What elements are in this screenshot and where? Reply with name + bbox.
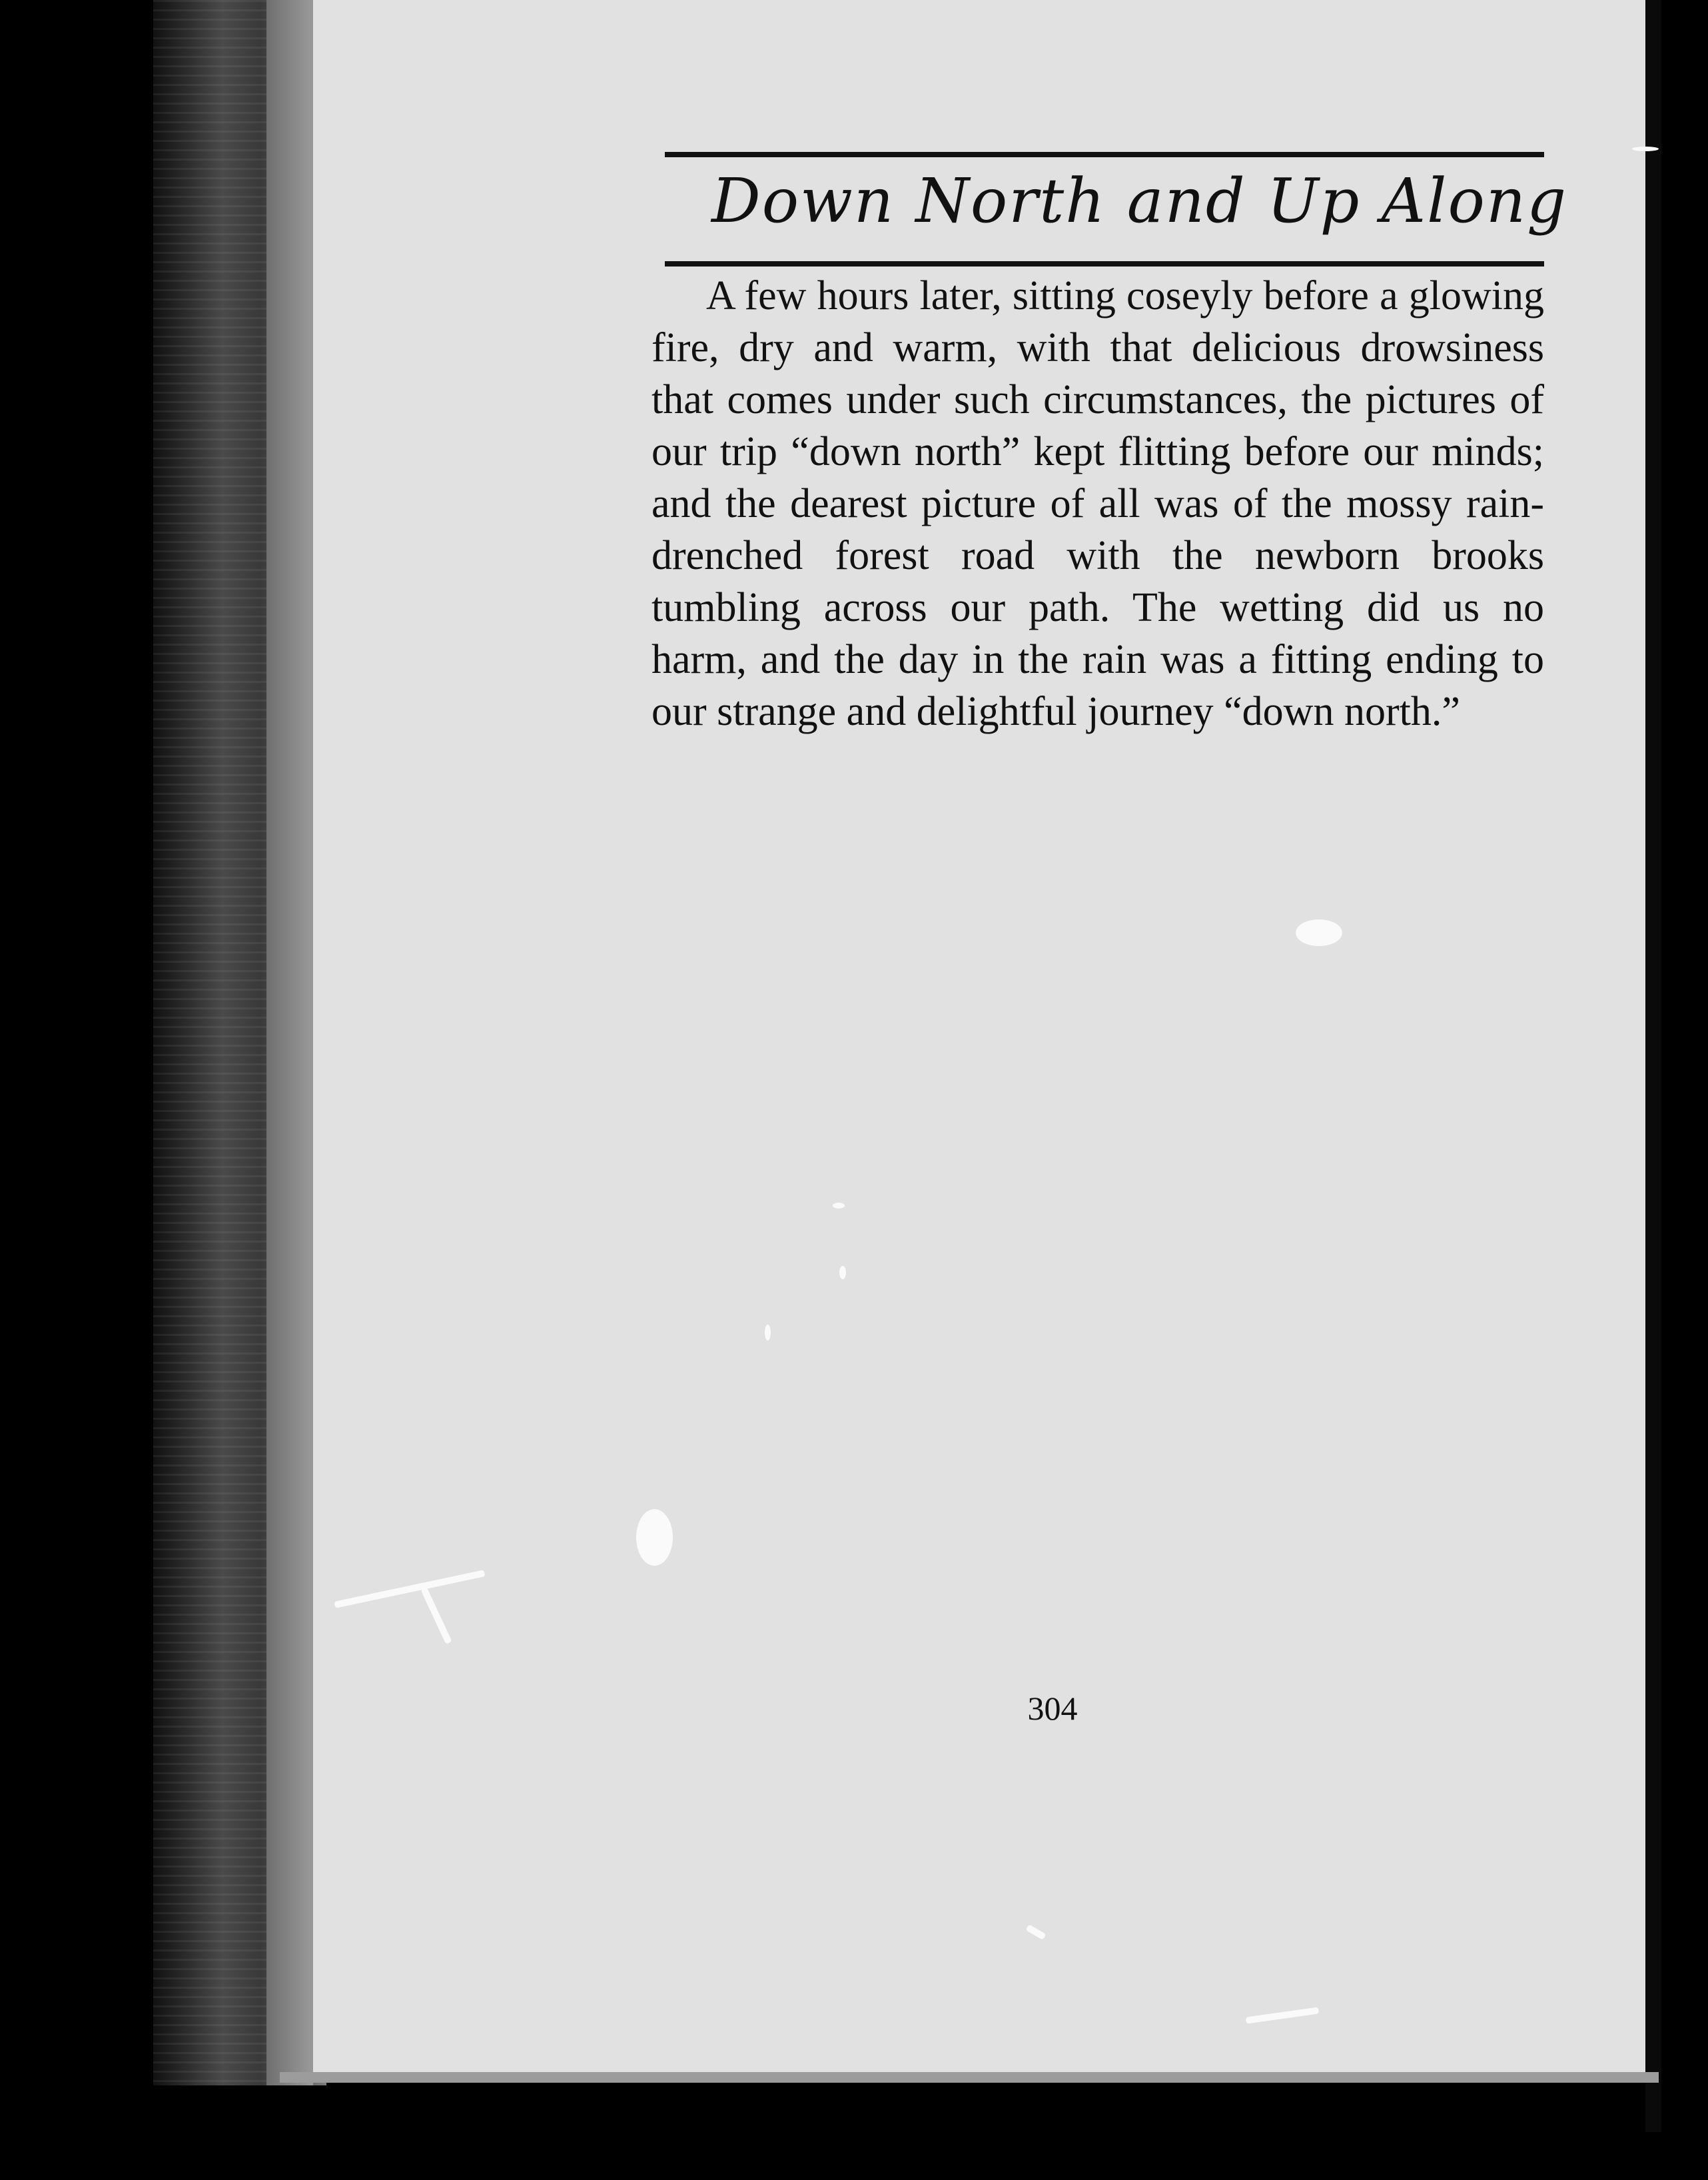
scan-speck — [765, 1325, 771, 1341]
page-bottom-edge — [280, 2072, 1659, 2083]
running-head-title: Down North and Up Along — [711, 165, 1568, 237]
running-head-bottom-rule — [665, 261, 1544, 267]
book-edge-inner — [266, 0, 313, 2085]
page-number: 304 — [1027, 1690, 1078, 1727]
running-head — [665, 152, 1568, 272]
scan-speck — [839, 1266, 846, 1279]
scan-speck — [833, 1203, 845, 1209]
page-right-shadow — [1645, 0, 1661, 2132]
running-head-top-rule — [665, 152, 1544, 157]
scan-speck — [1296, 919, 1342, 946]
scan-speck — [636, 1509, 673, 1566]
scan-speck — [1632, 147, 1659, 151]
body-paragraph: A few hours later, sitting coseyly before a glowing fire, dry and warm, with that delicious drowsiness that comes under such circumstances, the pictures of our trip “down north” kept flitting before our minds; and the dearest picture of all was of the mossy rain-drenched forest road with the newborn brooks tumbling across our path. The wetting did us no harm, and the day in the rain was a fitting ending to our strange and delightful journey “down north.” — [651, 273, 1544, 734]
